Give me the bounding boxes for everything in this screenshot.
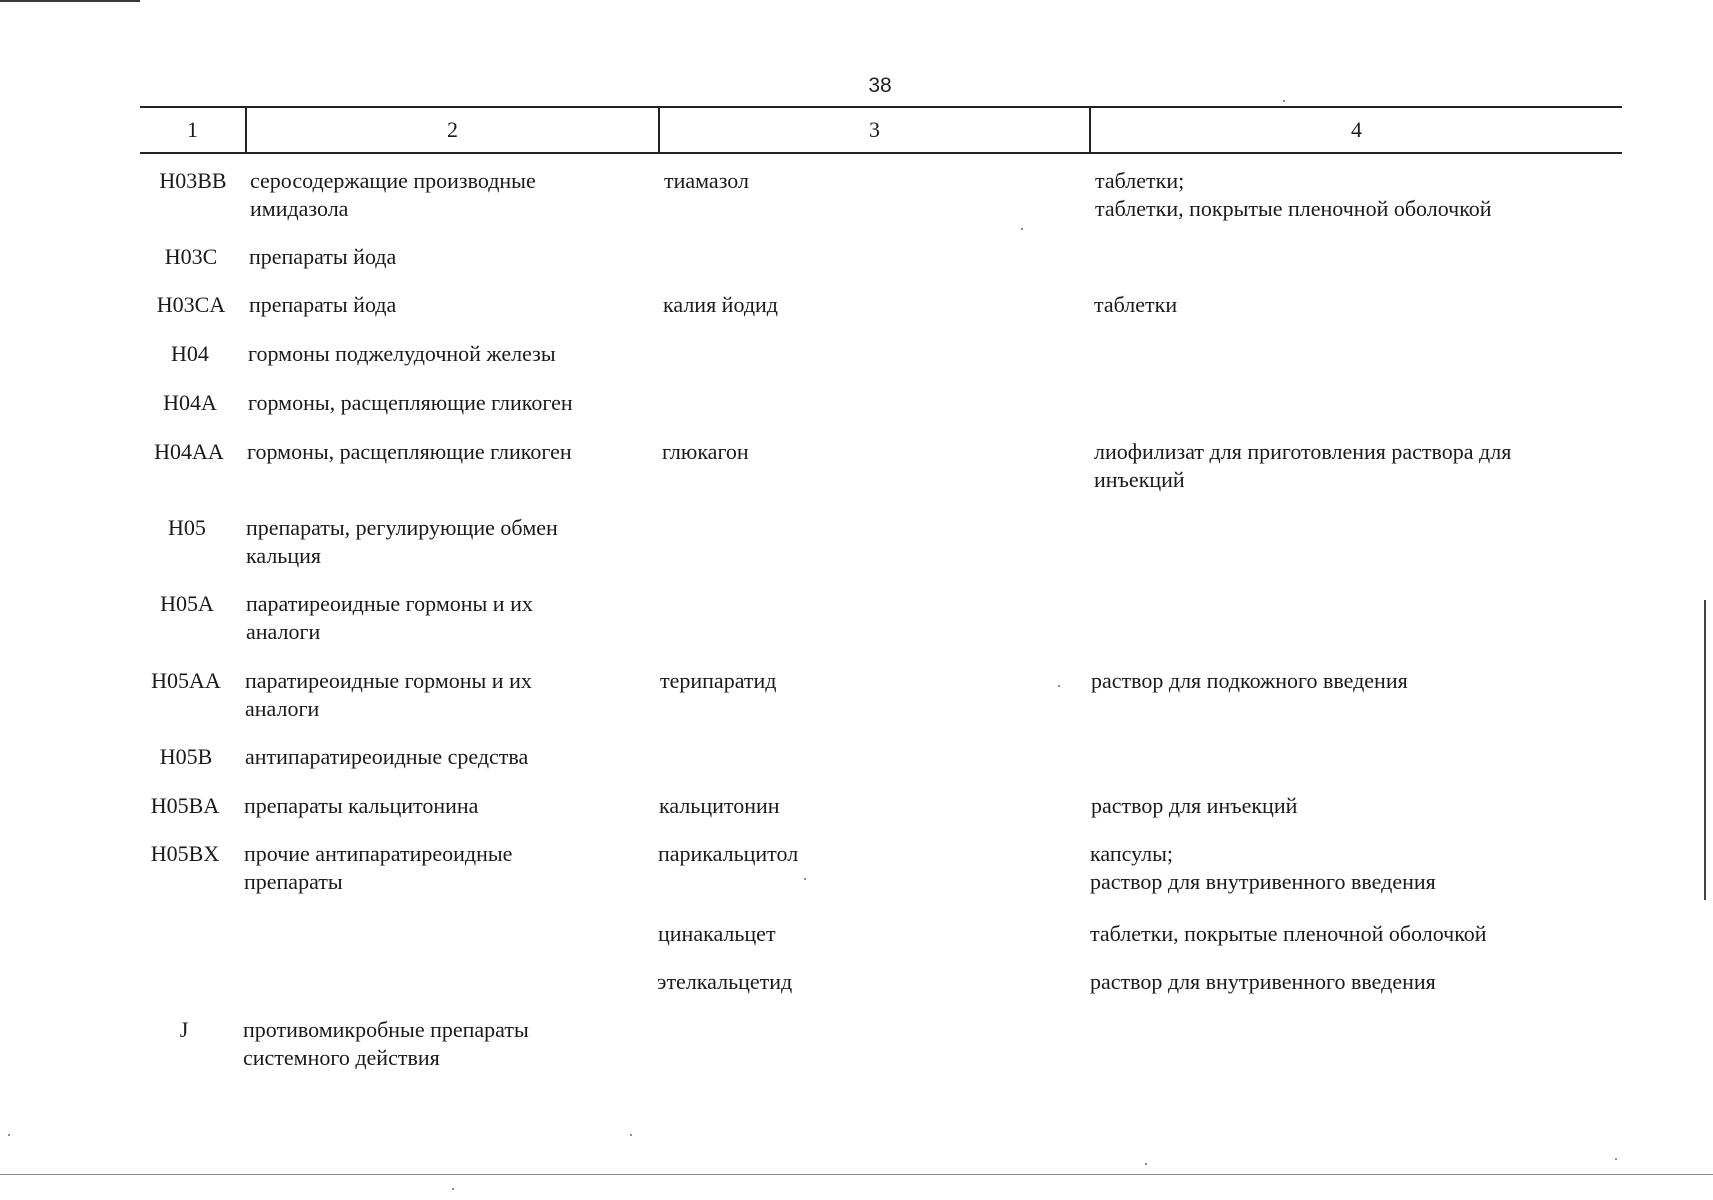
row-drug: терипаратид [660,668,777,693]
row-drug: цинакальцет [658,921,776,946]
row-group: препараты йода [249,292,397,317]
row-group: противомикробные препараты системного действия [243,1017,529,1070]
scan-bottom-line [0,1174,1713,1175]
row-code: H05B [159,744,213,769]
row-drug: тиамазол [664,168,749,193]
scan-speck [1145,1163,1147,1165]
row-group: гормоны, расщепляющие гликоген [248,390,573,415]
row-form: таблетки; таблетки, покрытые пленочной оболочкой [1095,168,1492,221]
row-group: прочие антипаратиреоидные препараты [244,841,513,894]
scan-speck [804,878,806,880]
header-col-1: 1 [187,117,198,142]
row-form: таблетки [1094,292,1178,317]
row-group: гормоны поджелудочной железы [248,341,556,366]
scan-speck [1283,100,1285,102]
scan-top-line-left [0,0,140,2]
row-code: H03C [164,244,218,269]
row-form: таблетки, покрытые пленочной оболочкой [1090,921,1487,946]
row-group: паратиреоидные гормоны и их аналоги [246,591,533,644]
row-code: H05AA [151,668,221,693]
header-col-2: 2 [245,108,658,152]
row-drug: этелкальцетид [657,969,793,994]
header-col-4: 4 [1089,108,1622,152]
row-code: J [179,1017,189,1042]
row-code: H03BB [159,168,227,193]
scan-speck [8,1134,10,1136]
header-col-3: 3 [658,108,1089,152]
row-code: H05BX [150,841,220,866]
row-group: препараты кальцитонина [244,793,479,818]
row-code: H05 [168,515,206,540]
row-form: лиофилизат для приготовления раствора для инъекций [1094,439,1512,492]
row-group: гормоны, расщепляющие гликоген [247,439,572,464]
row-form: раствор для внутривенного введения [1090,969,1436,994]
row-code: H04AA [154,439,224,464]
scan-speck [630,1134,632,1136]
scan-speck [1058,685,1060,687]
row-code: H05A [160,591,214,616]
scan-speck [1615,1158,1617,1160]
row-drug: парикальцитол [658,841,799,866]
row-drug: кальцитонин [659,793,780,818]
row-group: антипаратиреоидные средства [245,744,529,769]
row-code: H05BA [150,793,220,818]
row-group: препараты, регулирующие обмен кальция [246,515,558,568]
row-code: H04 [171,341,209,366]
row-form: раствор для подкожного введения [1091,668,1408,693]
row-group: серосодержащие производные имидазола [250,168,536,221]
row-group: препараты йода [249,244,397,269]
table-header [140,106,1622,154]
scan-speck [452,1188,454,1190]
row-form: раствор для инъекций [1091,793,1298,818]
row-code: H04A [163,390,217,415]
scan-speck [1021,228,1023,230]
row-drug: калия йодид [663,292,778,317]
row-code: H03CA [156,292,226,317]
row-form: капсулы; раствор для внутривенного введения [1090,841,1436,894]
scan-right-edge [1704,600,1706,900]
page-number: 38 [868,74,892,97]
row-drug: глюкагон [662,439,749,464]
row-group: паратиреоидные гормоны и их аналоги [245,668,532,721]
